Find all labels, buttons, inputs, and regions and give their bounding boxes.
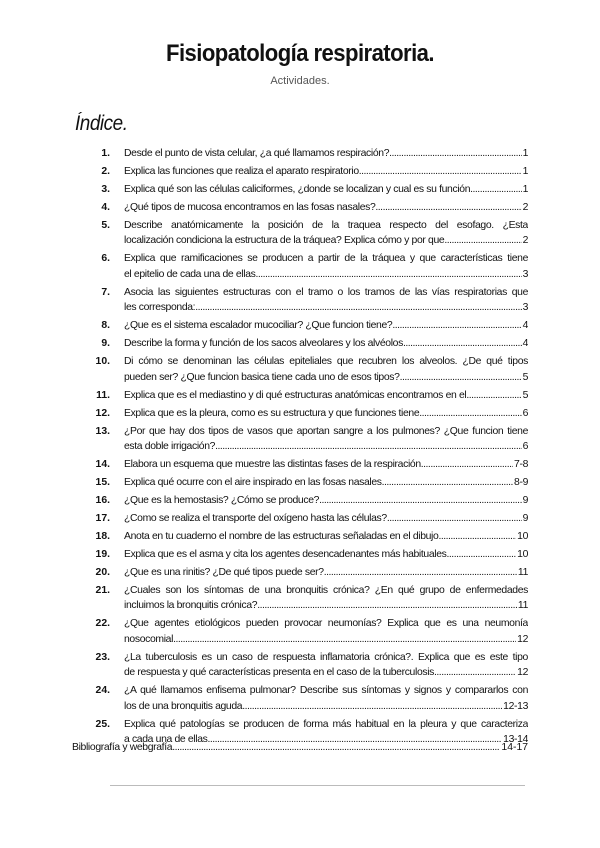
toc-entry — [76, 511, 528, 526]
toc-entry-text — [124, 200, 528, 215]
toc-entry — [76, 493, 528, 508]
toc-entry-number: 22. — [95, 618, 110, 630]
toc-entry-text — [124, 475, 528, 490]
page-subtitle: Actividades. — [270, 75, 330, 87]
toc-entry-page: 11 — [517, 567, 528, 579]
toc-entry-number: 13. — [95, 425, 110, 437]
toc-entry-number: 20. — [95, 567, 110, 579]
toc-entry-number: 25. — [95, 718, 110, 730]
toc-entry-line: ¿Que agentes etiológicos pueden provocar neumonías? Explica que es una neumonía — [124, 618, 528, 630]
leader-dots — [466, 388, 521, 403]
toc-entry-page: 10 — [517, 549, 528, 561]
toc-entry-number: 11. — [96, 389, 110, 401]
toc-entry — [76, 529, 528, 544]
toc-entry-page: 3 — [522, 268, 528, 280]
toc-entry-page: 5 — [522, 389, 528, 401]
toc-entry-number: 23. — [95, 651, 110, 663]
toc-entry-line: localización condiciona la estructura de la tráquea? Explica cómo y por que — [124, 235, 445, 247]
toc-entry-number: 1. — [101, 148, 110, 159]
toc-entry-page: 1 — [522, 148, 528, 159]
toc-entry — [76, 565, 528, 580]
toc-entry-text — [124, 529, 528, 544]
toc-entry-line: incluimos la bronquitis crónica? — [124, 600, 258, 612]
toc-entry-line: ¿Por que hay dos tipos de vasos que aportan sangre a los pulmones? ¿Que funcion tiene — [124, 425, 528, 437]
toc-entry-line: Explica qué son las células caliciformes, ¿donde se localizan y cual es su función — [124, 184, 471, 195]
leader-dots — [242, 699, 502, 714]
toc-entry-line: Di cómo se denominan las células epiteliales que recubren los alveolos. ¿De qué tipos — [124, 356, 528, 368]
toc-entry — [76, 318, 528, 333]
toc-entry-page: 5 — [522, 371, 528, 383]
toc-entry-number: 7. — [101, 286, 110, 298]
bibliography-page: 14-17 — [501, 742, 528, 753]
toc-entry-text — [124, 583, 528, 614]
toc-entry-line: Describe la forma y función de los sacos alveolares y los alvéolos — [124, 338, 403, 350]
leader-dots — [419, 406, 521, 421]
toc-entry-line: Elabora un esquema que muestre las distintas fases de la respiración — [124, 459, 421, 471]
toc-entry-text — [124, 318, 528, 333]
toc-entry-text — [124, 406, 528, 421]
toc-entry — [76, 406, 528, 421]
toc-entry — [76, 616, 528, 647]
toc-entry-text — [124, 424, 528, 455]
toc-entry-text — [124, 285, 528, 316]
toc-entry-page: 13-14 — [503, 734, 528, 746]
leader-dots — [403, 336, 522, 351]
toc-entry — [76, 424, 528, 455]
leader-dots — [438, 529, 516, 544]
toc-entry-line: los de una bronquitis aguda — [124, 700, 243, 712]
toc-entry-number: 3. — [101, 184, 110, 195]
toc-entry-number: 15. — [95, 477, 110, 489]
toc-entry-line: Explica que es la pleura, como es su estructura y que funciones tiene — [124, 407, 420, 419]
toc-entry-line: Asocia las siguientes estructuras con el tramo o los tramos de las vías respiratorias que — [124, 286, 528, 298]
toc-entry-page: 9 — [522, 513, 528, 525]
leader-dots — [215, 439, 521, 454]
leader-dots — [359, 164, 522, 179]
toc-entry-page: 1 — [522, 184, 528, 195]
toc-entry — [76, 683, 528, 714]
toc-entry-page: 2 — [522, 202, 528, 213]
leader-dots — [375, 200, 521, 215]
toc-entry-number: 19. — [95, 549, 110, 561]
toc-entry-number: 6. — [101, 253, 110, 265]
toc-entry-text — [124, 457, 528, 472]
toc-entry-text — [124, 493, 528, 508]
leader-dots — [319, 493, 521, 508]
toc-entry-line: ¿Que es el sistema escalador mucociliar? ¿Que funcion tiene? — [124, 320, 393, 332]
toc-entry-line: Explica qué ocurre con el aire inspirado en las fosas nasales — [124, 477, 382, 489]
toc-entry-text — [124, 251, 528, 282]
toc-entry-text — [124, 650, 528, 681]
leader-dots — [195, 300, 521, 315]
toc-entry — [76, 475, 528, 490]
toc-entry-line: Explica que ramificaciones se producen a partir de la tráquea y que características tiene — [124, 253, 528, 265]
toc-entry-line: de respuesta y qué características presenta en el caso de la tuberculosis — [124, 667, 435, 679]
toc-entry-number: 8. — [101, 320, 110, 332]
toc-entry-line: Explica que es el asma y cita los agentes desencadenantes más habituales — [124, 549, 447, 561]
toc-entry-text — [124, 683, 528, 714]
toc-entry-text — [124, 388, 528, 403]
toc-entry-line: nosocomial — [124, 633, 174, 645]
toc-entry-page: 9 — [522, 495, 528, 507]
toc-entry — [76, 200, 528, 215]
toc-entry-number: 16. — [95, 495, 110, 507]
toc-entry-number: 12. — [95, 407, 110, 419]
leader-dots — [382, 475, 513, 490]
toc-entry-line: ¿Cuales son los síntomas de una bronquitis crónica? ¿En qué grupo de enfermedades — [124, 585, 528, 597]
toc-entry-line: ¿Qué tipos de mucosa encontramos en las fosas nasales? — [124, 202, 376, 213]
toc-entry-page: 7-8 — [514, 459, 528, 471]
toc-entry-text — [124, 511, 528, 526]
toc-entry-line: pueden ser? ¿Que funcion basica tiene cada uno de esos tipos? — [124, 371, 400, 383]
leader-dots — [421, 457, 513, 472]
toc-entry-line: el epitelio de cada una de ellas — [124, 268, 256, 280]
toc-entry-line: Desde el punto de vista celular, ¿a qué llamamos respiración? — [124, 148, 390, 159]
leader-dots — [389, 146, 521, 161]
leader-dots — [324, 565, 517, 580]
toc-entry-line: Anota en tu cuaderno el nombre de las estructuras señaladas en el dibujo — [124, 531, 439, 543]
index-heading: Índice. — [75, 112, 128, 135]
toc-entry-line: Explica las funciones que realiza el aparato respiratorio — [124, 166, 359, 177]
toc-entry-line: Explica que es el mediastino y di qué estructuras anatómicas encontramos en el — [124, 389, 467, 401]
toc-entry — [76, 388, 528, 403]
toc-entry-line: a cada una de ellas — [124, 734, 208, 746]
footer-divider — [110, 785, 525, 786]
toc-entry-number: 21. — [95, 585, 110, 597]
toc-entry-text — [124, 336, 528, 351]
toc-entry-text — [124, 218, 528, 249]
toc-entry-line: ¿Que es la hemostasis? ¿Cómo se produce? — [124, 495, 320, 507]
toc-entry-page: 10 — [517, 531, 528, 543]
toc-entry — [76, 285, 528, 316]
leader-dots — [172, 742, 500, 753]
toc-entry-page: 12-13 — [503, 700, 528, 712]
toc-entry-line: les corresponda: — [124, 302, 196, 314]
toc-entry-page: 2 — [522, 235, 528, 247]
toc-entry-number: 18. — [95, 531, 110, 543]
toc-entry-number: 2. — [101, 166, 110, 177]
leader-dots — [444, 233, 521, 248]
toc-entry-line: ¿La tuberculosis es un caso de respuesta inflamatoria crónica?. Explica que es este tipo — [124, 651, 528, 663]
toc-entry-text — [124, 354, 528, 385]
toc-entry-number: 10. — [95, 356, 110, 368]
leader-dots — [400, 370, 522, 385]
toc-entry-line: Describe anatómicamente la posición de la traquea respecto del esofago. ¿Esta — [124, 220, 528, 231]
toc-entry-text — [124, 164, 528, 179]
leader-dots — [257, 598, 517, 613]
toc-entry-page: 12 — [517, 667, 528, 679]
toc-entry — [76, 354, 528, 385]
toc-entry-page: 8-9 — [514, 477, 528, 489]
page-title: Fisiopatología respiratoria. — [166, 40, 434, 67]
toc-entry — [76, 146, 528, 161]
toc-entry-text — [124, 146, 528, 161]
toc-entry — [76, 547, 528, 562]
toc-entry-page: 4 — [522, 320, 528, 332]
toc-entry-page: 4 — [522, 338, 528, 350]
toc-entry-page: 6 — [522, 407, 528, 419]
toc-entry — [76, 182, 528, 197]
leader-dots — [447, 547, 517, 562]
toc-entry — [76, 457, 528, 472]
toc-entry-number: 17. — [95, 513, 110, 525]
toc-entry — [76, 650, 528, 681]
toc-entry — [76, 164, 528, 179]
toc-entry-text — [124, 547, 528, 562]
toc-entry-line: esta doble irrigación? — [124, 441, 216, 453]
bibliography-label: Bibliografía y webgrafía — [72, 742, 173, 753]
table-of-contents — [76, 146, 528, 750]
toc-entry-line: ¿Que es una rinitis? ¿De qué tipos puede ser? — [124, 567, 324, 579]
toc-entry-page: 6 — [522, 441, 528, 453]
toc-entry-number: 5. — [101, 220, 110, 231]
toc-entry-line: Explica qué patologías se producen de forma más habitual en la pleura y que caracteriza — [124, 718, 528, 730]
toc-entry-number: 4. — [101, 202, 110, 213]
toc-entry-page: 1 — [522, 166, 528, 177]
leader-dots — [256, 267, 522, 282]
toc-entry — [76, 251, 528, 282]
toc-entry-number: 9. — [101, 338, 110, 350]
leader-dots — [173, 632, 516, 647]
leader-dots — [392, 318, 521, 333]
toc-entry-line: ¿A qué llamamos enfisema pulmonar? Describe sus síntomas y signos y compararlos con — [124, 685, 528, 697]
leader-dots — [387, 511, 522, 526]
toc-entry — [76, 218, 528, 249]
leader-dots — [434, 665, 516, 680]
leader-dots — [470, 182, 521, 197]
bibliography-entry — [72, 742, 528, 753]
toc-entry-text — [124, 182, 528, 197]
toc-entry-page: 3 — [522, 302, 528, 314]
toc-entry — [76, 336, 528, 351]
toc-entry-page: 12 — [517, 633, 528, 645]
toc-entry-page: 11 — [517, 600, 528, 612]
toc-entry-number: 24. — [95, 685, 110, 697]
toc-entry-line: ¿Como se realiza el transporte del oxígeno hasta las células? — [124, 513, 387, 525]
toc-entry-text — [124, 565, 528, 580]
toc-entry-text — [124, 616, 528, 647]
toc-entry — [76, 583, 528, 614]
toc-entry-number: 14. — [95, 459, 110, 471]
